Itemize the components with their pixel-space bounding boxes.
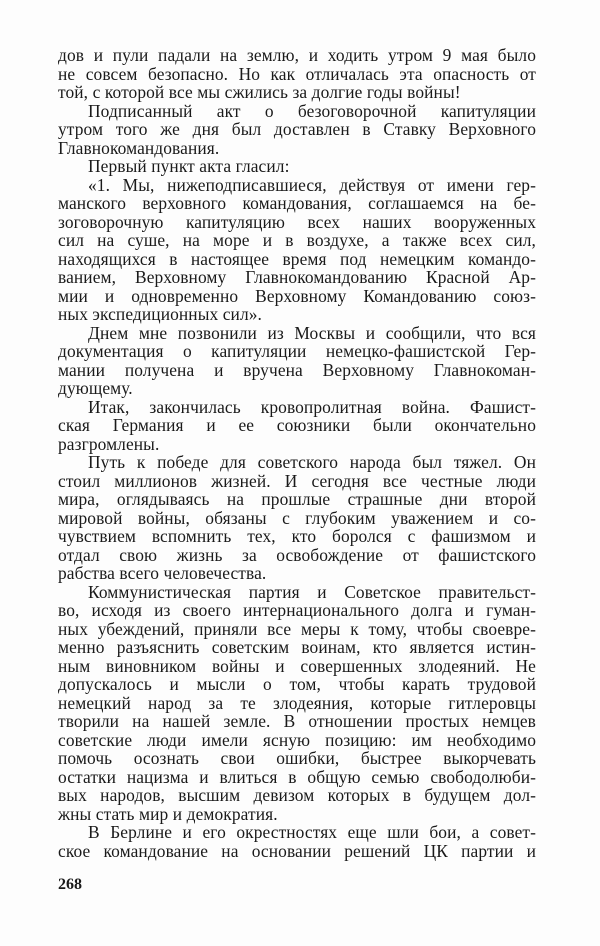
text-line: Подписанный акт о безоговорочной капитуляции — [88, 100, 536, 121]
text-line: документация о капитуляции немецко-фашистской Гер- — [58, 341, 536, 361]
text-line: мира, оглядываясь на прошлые страшные дни второй — [58, 489, 536, 509]
text-line: Первый пункт акта гласил: — [88, 156, 290, 176]
text-line: вых народов, высшим девизом которых в будущем дол- — [58, 785, 536, 805]
page-number: 268 — [58, 876, 82, 893]
text-line: дующему. — [58, 378, 133, 398]
text-line: Итак, закончилась кровопролитная война. Фашист- — [88, 396, 536, 417]
text-line: Днем мне позвонили из Москвы и сообщили, что вся — [88, 322, 536, 343]
text-line: жны стать мир и демократия. — [58, 803, 278, 824]
text-line: «1. Мы, нижеподписавшиеся, действуя от имени гер- — [88, 174, 536, 195]
text-line: стоил миллионов жизней. И сегодня все честные люди — [58, 470, 536, 491]
text-line: Коммунистическая партия и Советское правительст- — [88, 581, 536, 602]
text-line: той, с которой все мы сжились за долгие годы войны! — [58, 82, 461, 102]
text-line: ванием, Верховному Главнокомандованию Красной Ар- — [58, 267, 536, 287]
text-line: утром того же дня был доставлен в Ставку Верховного — [58, 119, 536, 139]
text-line: мировой войны, обязаны с глубоким уважением и со- — [58, 507, 536, 528]
text-line: немецкий народ за те злодеяния, которые гитлеровцы — [58, 692, 536, 713]
text-line: находящихся в настоящее время под немецким командо- — [58, 248, 536, 269]
book-page-text — [58, 46, 536, 860]
text-line: ская Германия и ее союзники были окончательно — [58, 415, 536, 435]
text-line: ское командование на основании решений ЦК партии и — [58, 840, 536, 861]
text-line: мании получена и вручена Верховному Главнокоман- — [58, 359, 536, 380]
text-line: помочь осознать свои ошибки, быстрее выкорчевать — [58, 748, 536, 768]
text-line: ных убеждений, приняли все меры к тому, чтобы своевре- — [58, 618, 536, 639]
text-line: зоговорочную капитуляцию всех наших вооруженных — [58, 211, 536, 232]
text-line: Главнокомандования. — [58, 137, 220, 158]
text-line: чувствием вспомнить тех, кто боролся с фашизмом и — [58, 526, 536, 546]
text-line: сил на суше, на море и в воздухе, а также всех сил, — [58, 230, 536, 250]
text-line: отдал свою жизнь за освобождение от фашистского — [58, 544, 536, 565]
text-line: допускалось и мысли о том, чтобы карать трудовой — [58, 674, 536, 694]
text-line: во, исходя из своего интернационального долга и гуман- — [58, 600, 536, 620]
text-line: манского верховного командования, соглашаемся на бе- — [58, 193, 536, 213]
text-line: не совсем безопасно. Но как отличалась эта опасность от — [58, 63, 536, 84]
text-line: разгромлены. — [58, 433, 160, 454]
text-line: менно разъяснить советским воинам, кто является истин- — [58, 637, 536, 657]
text-line: рабства всего человечества. — [58, 563, 267, 583]
text-line: Путь к победе для советского народа был тяжел. Он — [88, 452, 536, 472]
text-line: советские люди имели ясную позицию: им необходимо — [58, 729, 536, 750]
text-line: В Берлине и его окрестностях еще шли бои, а совет- — [88, 822, 536, 842]
text-line: дов и пули падали на землю, и ходить утром 9 мая было — [58, 45, 536, 65]
text-line: остатки нацизма и влиться в общую семью свободолюби- — [58, 766, 536, 787]
text-line: творили на нашей земле. В отношении простых немцев — [58, 711, 536, 731]
text-line: мии и одновременно Верховному Командованию союз- — [58, 285, 536, 306]
text-line: ным виновником войны и совершенных злодеяний. Не — [58, 655, 536, 676]
text-line: ных экспедиционных сил». — [58, 304, 262, 324]
